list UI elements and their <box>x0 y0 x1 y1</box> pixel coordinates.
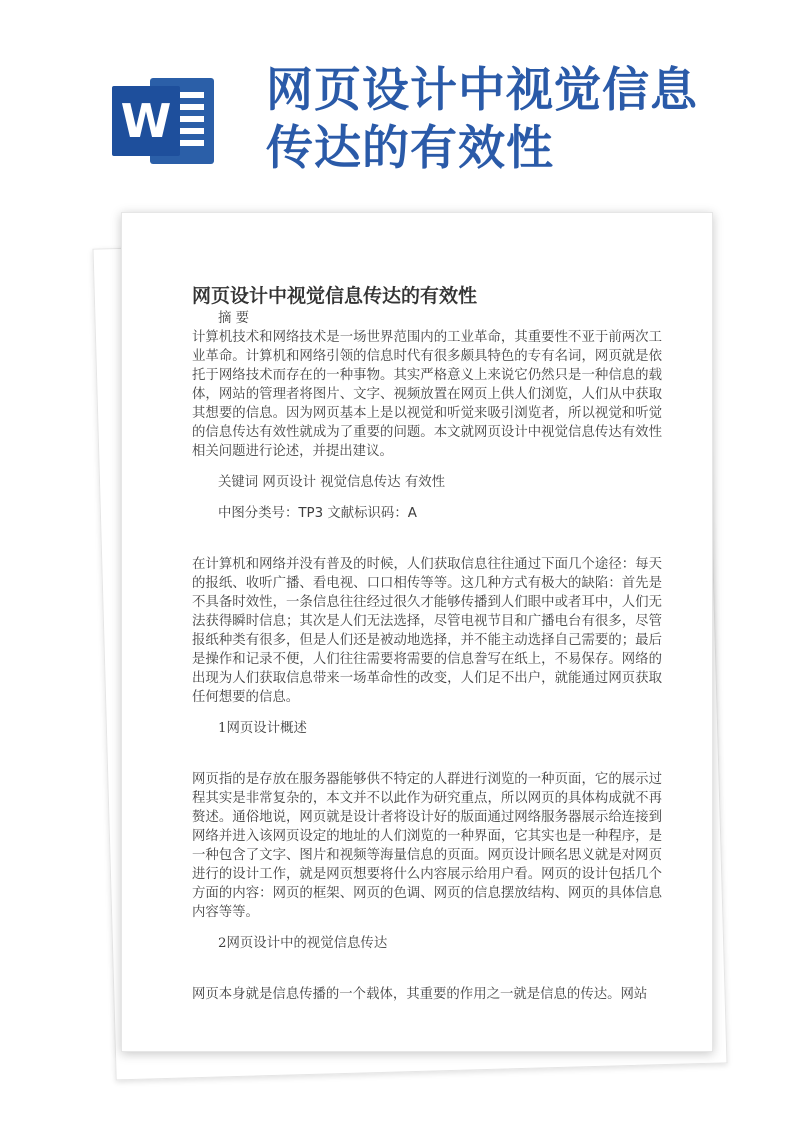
page-title: 网页设计中视觉信息传达的有效性 <box>266 63 698 176</box>
abstract-paragraph: 计算机技术和网络技术是一场世界范围内的工业革命，其重要性不亚于前两次工业革命。计算机和网络引领的信息时代有很多颇具特色的专有名词，网页就是依托于网络技术而存在的一种事物。其实严格意义上来说它仍然只是一种信息的载体，网站的管理者将图片、文字、视频放置在网页上供人们浏览，人们从中获取其想要的信息。因为网页基本上是以视觉和听觉来吸引浏览者，所以视觉和听觉的信息传达有效性就成为了重要的问题。本文就网页设计中视觉信息传达有效性相关问题进行论述，并提出建议。 <box>192 330 662 459</box>
keywords-line: 关键词 网页设计 视觉信息传达 有效性 <box>218 475 446 490</box>
document-page <box>121 212 713 1052</box>
abstract-label: 摘 要 <box>218 311 250 326</box>
word-logo-icon <box>112 72 216 170</box>
section-2-paragraph: 网页本身就是信息传播的一个载体，其重要的作用之一就是信息的传达。网站 <box>192 987 648 1002</box>
document-title: 网页设计中视觉信息传达的有效性 <box>192 285 478 307</box>
intro-paragraph: 在计算机和网络并没有普及的时候，人们获取信息往往通过下面几个途径：每天的报纸、收听广播、看电视、口口相传等等。这几种方式有极大的缺陷：首先是不具备时效性，一条信息往往经过很久才能够传播到人们眼中或者耳中，人们无法获得瞬时信息；其次是人们无法选择，尽管电视节目和广播电台有很多，尽管报纸种类有很多，但是人们还是被动地选择，并不能主动选择自己需要的；最后是操作和记录不便，人们往往需要将需要的信息誊写在纸上，不易保存。网络的出现为人们获取信息带来一场革命性的改变，人们足不出户，就能通过网页获取任何想要的信息。 <box>192 557 662 705</box>
section-1-heading: 1网页设计概述 <box>218 721 307 736</box>
document-body <box>192 283 662 1004</box>
word-logo-letter: W <box>112 86 180 156</box>
classification-line: 中图分类号：TP3 文献标识码：A <box>218 506 417 521</box>
section-2-heading: 2网页设计中的视觉信息传达 <box>218 936 388 951</box>
section-1-paragraph: 网页指的是存放在服务器能够供不特定的人群进行浏览的一种页面，它的展示过程其实是非常复杂的，本文并不以此作为研究重点，所以网页的具体构成就不再赘述。通俗地说，网页就是设计者将设计好的版面通过网络服务器展示给连接到网络并进入该网页设定的地址的人们浏览的一种界面，它其实也是一种程序，是一种包含了文字、图片和视频等海量信息的页面。网页设计顾名思义就是对网页进行的设计工作，就是网页想要将什么内容展示给用户看。网页的设计包括几个方面的内容：网页的框架、网页的色调、网页的信息摆放结构、网页的具体信息内容等等。 <box>192 772 662 920</box>
